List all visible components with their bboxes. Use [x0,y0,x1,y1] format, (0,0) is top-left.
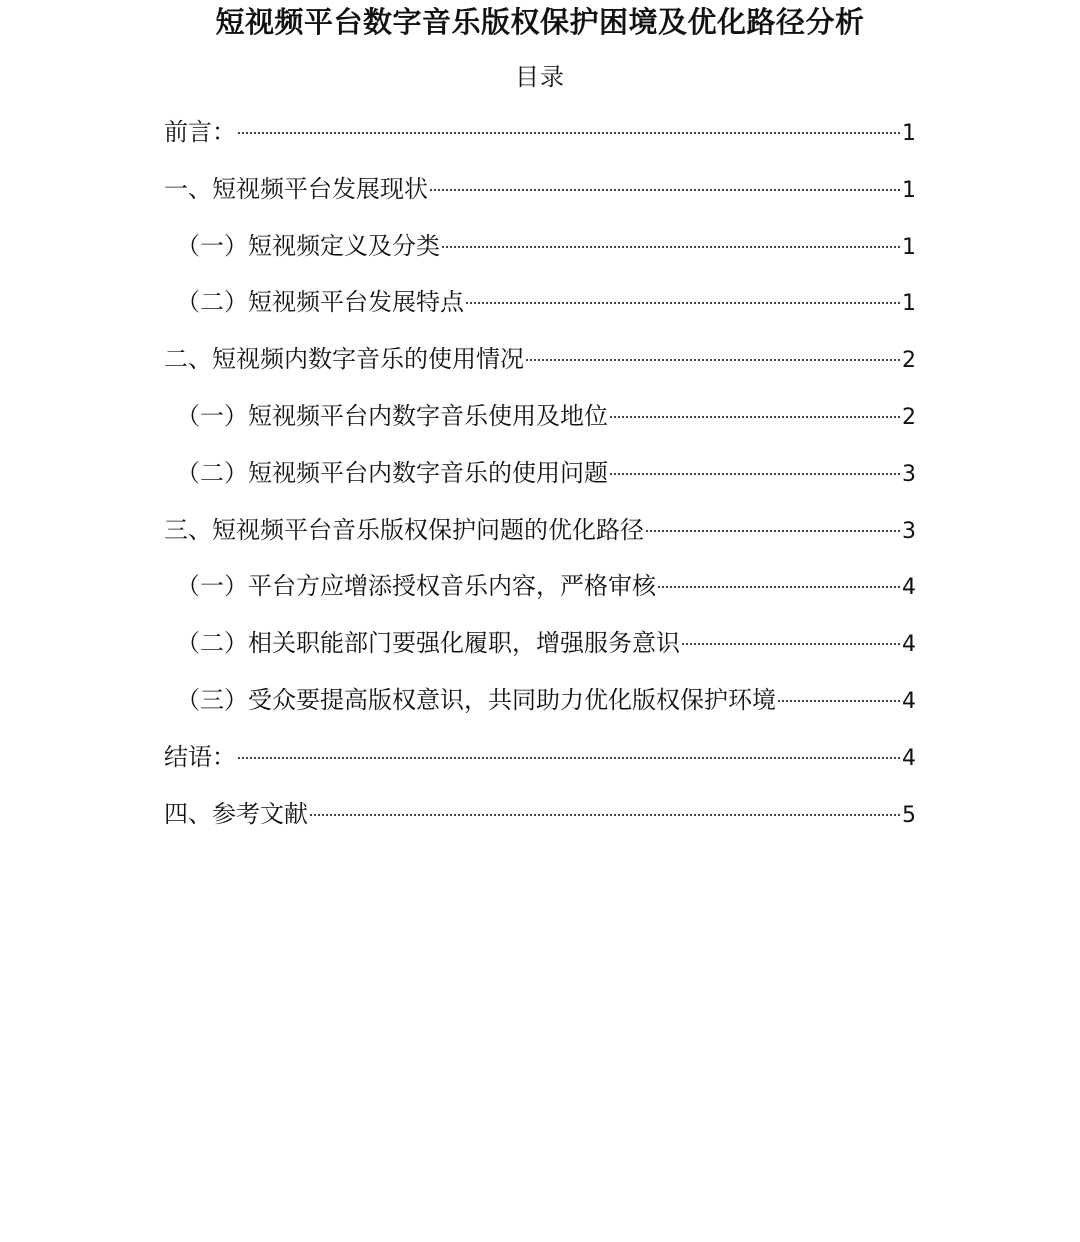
toc-entry[interactable] [164,794,916,851]
toc-entry-text: （一）短视频平台内数字音乐使用及地位 [176,401,608,430]
toc-entry-text: （二）相关职能部门要强化履职，增强服务意识 [176,629,680,658]
toc-entry-text: （三）受众要提高版权意识，共同助力优化版权保护环境 [176,685,776,714]
toc-page-number: 2 [902,404,916,430]
toc-entry[interactable] [164,510,916,567]
toc-page-number: 2 [902,348,916,374]
document-title: 短视频平台数字音乐版权保护困境及优化路径分析 [215,5,865,39]
toc-leader-dots [778,700,900,702]
table-of-contents [164,112,916,850]
toc-leader-dots [526,359,900,361]
toc-leader-dots [442,246,900,248]
toc-page-number: 5 [902,802,916,828]
toc-entry[interactable] [164,226,916,283]
toc-page-number: 1 [902,234,916,260]
toc-leader-dots [658,586,900,588]
toc-entry-text: 三、短视频平台音乐版权保护问题的优化路径 [164,515,644,544]
toc-entry[interactable] [164,396,916,453]
toc-page-number: 4 [902,632,916,658]
toc-entry-text: 二、短视频内数字音乐的使用情况 [164,345,524,374]
toc-leader-dots [430,189,900,191]
toc-entry[interactable] [164,680,916,737]
toc-leader-dots [610,416,900,418]
toc-entry[interactable] [164,339,916,396]
toc-entry-text: （二）短视频平台内数字音乐的使用问题 [176,458,608,487]
toc-entry[interactable] [164,566,916,623]
toc-page-number: 3 [902,461,916,487]
toc-leader-dots [238,757,900,759]
toc-entry[interactable] [164,453,916,510]
toc-entry[interactable] [164,282,916,339]
toc-page-number: 1 [902,121,916,146]
toc-page-number: 4 [902,688,916,714]
toc-entry[interactable] [164,169,916,226]
toc-entry-text: （二）短视频平台发展特点 [176,288,464,317]
toc-entry-text: （一）平台方应增添授权音乐内容，严格审核 [176,572,656,601]
toc-entry-text: 结语： [164,742,236,771]
toc-leader-dots [682,643,900,645]
toc-leader-dots [238,132,900,134]
toc-entry-text: （一）短视频定义及分类 [176,231,440,260]
toc-entry[interactable] [164,737,916,794]
toc-page-number: 1 [902,291,916,317]
toc-page-number: 4 [902,575,916,601]
toc-page-number: 3 [902,518,916,544]
toc-entry-text: 前言： [164,118,236,146]
toc-page-number: 1 [902,177,916,203]
toc-leader-dots [466,302,900,304]
toc-entry[interactable] [164,112,916,169]
toc-leader-dots [610,473,900,475]
toc-entry[interactable] [164,623,916,680]
toc-heading: 目录 [515,63,565,91]
toc-entry-text: 四、参考文献 [164,799,308,828]
toc-leader-dots [646,530,900,532]
toc-entry-text: 一、短视频平台发展现状 [164,174,428,203]
toc-leader-dots [310,814,900,816]
toc-page-number: 4 [902,745,916,771]
